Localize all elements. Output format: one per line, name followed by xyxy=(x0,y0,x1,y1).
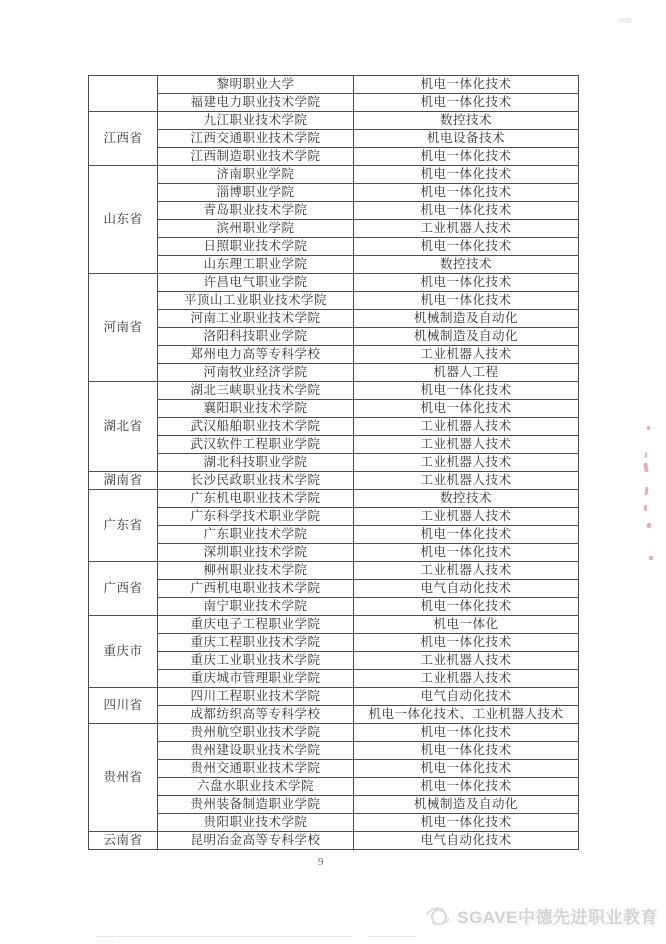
table-row xyxy=(89,166,579,184)
table-row xyxy=(89,112,579,130)
page-number: 9 xyxy=(318,856,324,868)
table-row xyxy=(89,526,579,544)
institution-cell: 柳州职业技术学院 xyxy=(158,562,354,580)
institution-cell: 长沙民政职业技术学院 xyxy=(158,472,354,490)
footer-watermark xyxy=(425,903,658,928)
institution-cell: 平顶山工业职业技术学院 xyxy=(158,292,354,310)
program-cell: 机电一体化技术 xyxy=(354,184,579,202)
province-cell: 四川省 xyxy=(89,688,158,724)
table-row xyxy=(89,292,579,310)
table-row xyxy=(89,616,579,634)
program-cell: 机电一体化技术、工业机器人技术 xyxy=(354,706,579,724)
program-cell: 工业机器人技术 xyxy=(354,418,579,436)
institution-cell: 青岛职业技术学院 xyxy=(158,202,354,220)
province-cell: 广东省 xyxy=(89,490,158,562)
table-row xyxy=(89,814,579,832)
province-cell: 重庆市 xyxy=(89,616,158,688)
table-row xyxy=(89,400,579,418)
table-row xyxy=(89,472,579,490)
institution-cell: 许昌电气职业学院 xyxy=(158,274,354,292)
institution-cell: 济南职业学院 xyxy=(158,166,354,184)
program-cell: 机电一体化技术 xyxy=(354,544,579,562)
program-cell: 工业机器人技术 xyxy=(354,454,579,472)
province-cell: 江西省 xyxy=(89,112,158,166)
program-cell: 工业机器人技术 xyxy=(354,508,579,526)
program-cell: 机电一体化技术 xyxy=(354,400,579,418)
table-row xyxy=(89,238,579,256)
institution-cell: 六盘水职业技术学院 xyxy=(158,778,354,796)
province-cell xyxy=(89,76,158,112)
table-row xyxy=(89,274,579,292)
program-cell: 机械制造及自动化 xyxy=(354,328,579,346)
institution-cell: 贵州交通职业技术学院 xyxy=(158,760,354,778)
program-cell: 工业机器人技术 xyxy=(354,346,579,364)
institution-cell: 广东职业技术学院 xyxy=(158,526,354,544)
program-cell: 机电一体化技术 xyxy=(354,634,579,652)
institution-cell: 成都纺织高等专科学校 xyxy=(158,706,354,724)
table-row xyxy=(89,724,579,742)
province-cell: 云南省 xyxy=(89,832,158,850)
institution-cell: 广东科学技术职业学院 xyxy=(158,508,354,526)
program-cell: 机械制造及自动化 xyxy=(354,796,579,814)
program-cell: 机电一体化技术 xyxy=(354,76,579,94)
table-row xyxy=(89,652,579,670)
table-row xyxy=(89,148,579,166)
table-row xyxy=(89,418,579,436)
institution-cell: 贵州航空职业技术学院 xyxy=(158,724,354,742)
margin-ink-artifact xyxy=(644,487,648,495)
institution-cell: 洛阳科技职业学院 xyxy=(158,328,354,346)
table-row xyxy=(89,346,579,364)
institution-cell: 重庆工程职业技术学院 xyxy=(158,634,354,652)
program-cell: 数控技术 xyxy=(354,112,579,130)
program-cell: 机电一体化技术 xyxy=(354,148,579,166)
margin-ink-artifact xyxy=(647,426,650,430)
program-cell: 机器人工程 xyxy=(354,364,579,382)
institution-cell: 九江职业技术学院 xyxy=(158,112,354,130)
table-row xyxy=(89,760,579,778)
program-cell: 工业机器人技术 xyxy=(354,472,579,490)
program-cell: 机电设备技术 xyxy=(354,130,579,148)
program-cell: 机电一体化技术 xyxy=(354,382,579,400)
table-row xyxy=(89,454,579,472)
program-cell: 数控技术 xyxy=(354,490,579,508)
program-cell: 工业机器人技术 xyxy=(354,670,579,688)
institution-cell: 武汉船舶职业技术学院 xyxy=(158,418,354,436)
table-row xyxy=(89,310,579,328)
institution-cell: 河南工业职业技术学院 xyxy=(158,310,354,328)
program-cell: 机电一体化技术 xyxy=(354,760,579,778)
table-row xyxy=(89,670,579,688)
program-cell: 工业机器人技术 xyxy=(354,562,579,580)
table-row xyxy=(89,580,579,598)
table-row xyxy=(89,202,579,220)
footer-divider-tick xyxy=(96,941,114,942)
table-body xyxy=(89,76,579,850)
program-cell: 电气自动化技术 xyxy=(354,688,579,706)
institution-cell: 重庆城市管理职业学院 xyxy=(158,670,354,688)
program-cell: 机电一体化技术 xyxy=(354,724,579,742)
institution-cell: 广东机电职业技术学院 xyxy=(158,490,354,508)
program-cell: 机电一体化技术 xyxy=(354,166,579,184)
institution-cell: 重庆工业职业技术学院 xyxy=(158,652,354,670)
table-row xyxy=(89,562,579,580)
program-cell: 机电一体化 xyxy=(354,616,579,634)
program-cell: 机电一体化技术 xyxy=(354,778,579,796)
institution-cell: 淄博职业学院 xyxy=(158,184,354,202)
table-row xyxy=(89,130,579,148)
program-cell: 电气自动化技术 xyxy=(354,580,579,598)
province-cell: 湖北省 xyxy=(89,382,158,472)
institution-cell: 河南牧业经济学院 xyxy=(158,364,354,382)
province-program-table xyxy=(88,75,579,850)
table-row xyxy=(89,832,579,850)
program-cell: 机电一体化技术 xyxy=(354,238,579,256)
program-cell: 机电一体化技术 xyxy=(354,202,579,220)
institution-cell: 昆明冶金高等专科学校 xyxy=(158,832,354,850)
institution-cell: 重庆电子工程职业学院 xyxy=(158,616,354,634)
table-row xyxy=(89,256,579,274)
margin-ink-artifact xyxy=(649,556,653,560)
table-row xyxy=(89,544,579,562)
institution-cell: 四川工程职业技术学院 xyxy=(158,688,354,706)
program-cell: 机电一体化技术 xyxy=(354,94,579,112)
institution-cell: 贵州装备制造职业学院 xyxy=(158,796,354,814)
institution-cell: 福建电力职业技术学院 xyxy=(158,94,354,112)
table-row xyxy=(89,688,579,706)
institution-cell: 襄阳职业技术学院 xyxy=(158,400,354,418)
margin-ink-artifact xyxy=(646,522,651,528)
table-row xyxy=(89,490,579,508)
institution-cell: 郑州电力高等专科学校 xyxy=(158,346,354,364)
institution-cell: 滨州职业学院 xyxy=(158,220,354,238)
table-row xyxy=(89,598,579,616)
table-row xyxy=(89,184,579,202)
program-cell: 机电一体化技术 xyxy=(354,742,579,760)
program-cell: 机电一体化技术 xyxy=(354,274,579,292)
province-cell: 山东省 xyxy=(89,166,158,274)
table-row xyxy=(89,634,579,652)
margin-ink-artifact xyxy=(644,452,647,458)
table-row xyxy=(89,220,579,238)
program-cell: 工业机器人技术 xyxy=(354,220,579,238)
institution-cell: 湖北科技职业学院 xyxy=(158,454,354,472)
institution-cell: 江西制造职业技术学院 xyxy=(158,148,354,166)
program-cell: 机电一体化技术 xyxy=(354,526,579,544)
institution-cell: 南宁职业技术学院 xyxy=(158,598,354,616)
institution-cell: 山东理工职业学院 xyxy=(158,256,354,274)
program-cell: 数控技术 xyxy=(354,256,579,274)
margin-ink-artifact xyxy=(644,505,647,511)
margin-ink-artifact xyxy=(643,463,649,473)
footer-divider-line xyxy=(96,936,352,937)
program-cell: 机械制造及自动化 xyxy=(354,310,579,328)
province-cell: 广西省 xyxy=(89,562,158,616)
table-row xyxy=(89,364,579,382)
program-cell: 机电一体化技术 xyxy=(354,292,579,310)
program-cell: 工业机器人技术 xyxy=(354,436,579,454)
footer-divider-line-short xyxy=(368,936,416,937)
institution-cell: 黎明职业大学 xyxy=(158,76,354,94)
table-row xyxy=(89,742,579,760)
program-cell: 电气自动化技术 xyxy=(354,832,579,850)
province-cell: 河南省 xyxy=(89,274,158,382)
table-row xyxy=(89,796,579,814)
province-cell: 湖南省 xyxy=(89,472,158,490)
footer-brand-text: SGAVE中德先进职业教育 xyxy=(457,908,658,927)
institution-cell: 广西机电职业技术学院 xyxy=(158,580,354,598)
table-row xyxy=(89,436,579,454)
institution-cell: 贵阳职业技术学院 xyxy=(158,814,354,832)
globe-swoosh-icon xyxy=(425,904,451,928)
institution-cell: 湖北三峡职业技术学院 xyxy=(158,382,354,400)
institution-cell: 日照职业技术学院 xyxy=(158,238,354,256)
table-row xyxy=(89,706,579,724)
table-row xyxy=(89,508,579,526)
province-cell: 贵州省 xyxy=(89,724,158,832)
institution-cell: 武汉软件工程职业学院 xyxy=(158,436,354,454)
table-row xyxy=(89,382,579,400)
program-cell: 机电一体化技术 xyxy=(354,598,579,616)
table-row xyxy=(89,94,579,112)
table-row xyxy=(89,76,579,94)
institution-cell: 深圳职业技术学院 xyxy=(158,544,354,562)
institution-cell: 江西交通职业技术学院 xyxy=(158,130,354,148)
institution-cell: 贵州建设职业技术学院 xyxy=(158,742,354,760)
table-row xyxy=(89,778,579,796)
program-cell: 机电一体化技术 xyxy=(354,814,579,832)
scan-smudge xyxy=(618,18,632,23)
table-row xyxy=(89,328,579,346)
program-cell: 工业机器人技术 xyxy=(354,652,579,670)
